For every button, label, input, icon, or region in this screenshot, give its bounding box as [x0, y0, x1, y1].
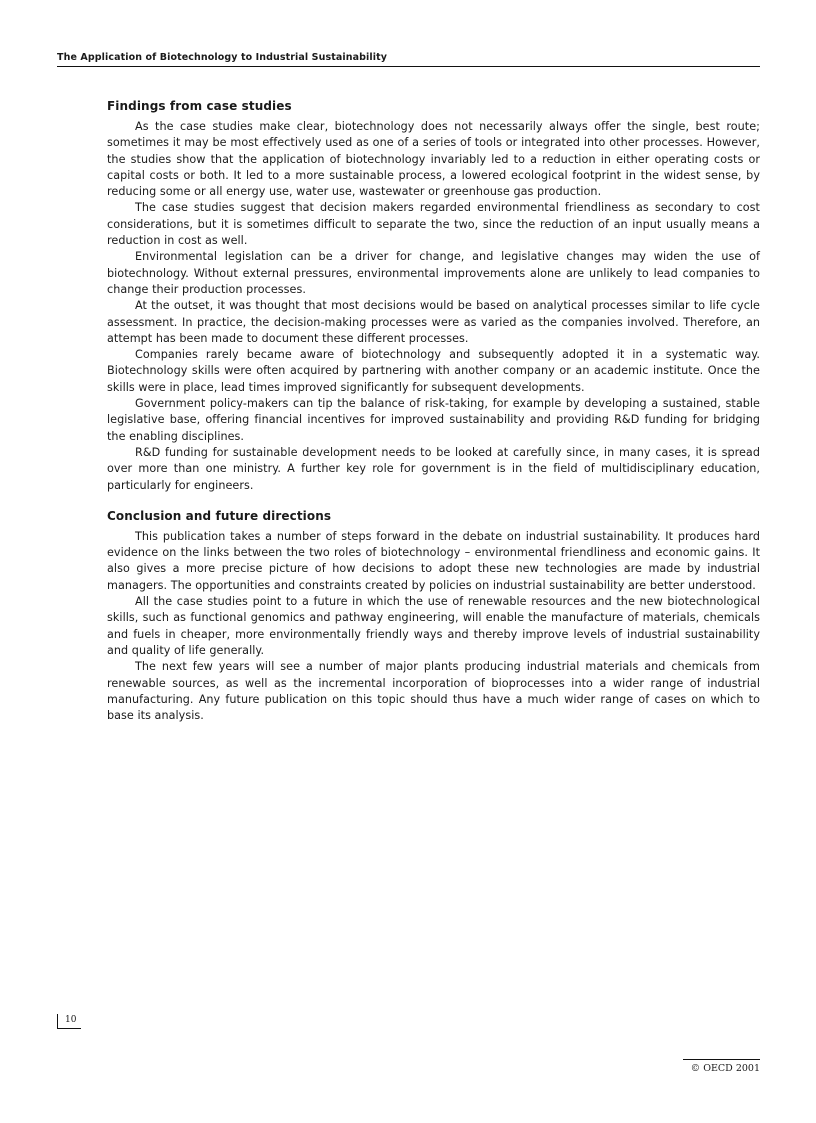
copyright-notice: © OECD 2001: [683, 1059, 760, 1074]
paragraph: The case studies suggest that decision makers regarded environmental friendliness as secondary to cost considerations, but it is sometimes difficult to separate the two, since the reduction of an input usually means a reduction in cost as well.: [107, 201, 760, 248]
page-body: [107, 99, 760, 724]
paragraph: Environmental legislation can be a driver for change, and legislative changes may widen the use of biotechnology. Without external pressures, environmental improvements alone are unlikely to lead companies to change their production processes.: [107, 250, 760, 296]
paragraph: This publication takes a number of steps forward in the debate on industrial sustainability. It produces hard evidence on the links between the two roles of biotechnology – environmental friendliness and economic gains. It also gives a more precise picture of how decisions to adopt these new technologies are made by industrial managers. The opportunities and constraints created by policies on industrial sustainability are better understood.: [107, 529, 760, 592]
section-heading-conclusion: Conclusion and future directions: [107, 508, 332, 523]
paragraph: As the case studies make clear, biotechnology does not necessarily always offer the single, best route; sometimes it may be most effectively used as one of a series of tools or integrated into other processes. However, the studies show that the application of biotechnology invariably led to a reduction in either operating costs or capital costs or both. It led to a more sustainable process, a lowered ecological footprint in the widest sense, by reducing some or all energy use, water use, wastewater or greenhouse gas production.: [107, 120, 760, 199]
paragraph: R&D funding for sustainable development needs to be looked at carefully since, in many cases, it is spread over more than one ministry. A further key role for government is in the field of multidisciplinary education, particularly for engineers.: [107, 445, 760, 492]
paragraph: The next few years will see a number of major plants producing industrial materials and chemicals from renewable sources, as well as the incremental incorporation of bioprocesses into a wider range of industrial manufacturing. Any future publication on this topic should thus have a much wider range of cases on which to base its analysis.: [107, 660, 760, 723]
section-heading-findings: Findings from case studies: [107, 99, 292, 113]
paragraph: At the outset, it was thought that most decisions would be based on analytical processes similar to life cycle assessment. In practice, the decision-making processes were as varied as the companies involved. Therefore, an attempt has been made to document these different processes.: [107, 299, 760, 345]
running-title: The Application of Biotechnology to Industrial Sustainability: [57, 52, 760, 67]
paragraph: All the case studies point to a future in which the use of renewable resources and the new biotechnological skills, such as functional genomics and pathway engineering, will enable the manufacture of materials, chemicals and fuels in cheaper, more environmentally friendly ways and thereby improve levels of industrial sustainability and quality of life generally.: [107, 595, 760, 657]
paragraph: Companies rarely became aware of biotechnology and subsequently adopted it in a systematic way. Biotechnology skills were often acquired by partnering with another company or an academic institute. Once the skills were in place, lead times improved significantly for subsequent developments.: [107, 348, 760, 394]
paragraph: Government policy-makers can tip the balance of risk-taking, for example by developing a sustained, stable legislative base, offering financial incentives for improved sustainability and providing R&D funding for bridging the enabling disciplines.: [107, 397, 760, 443]
page-number: 10: [57, 1014, 81, 1029]
